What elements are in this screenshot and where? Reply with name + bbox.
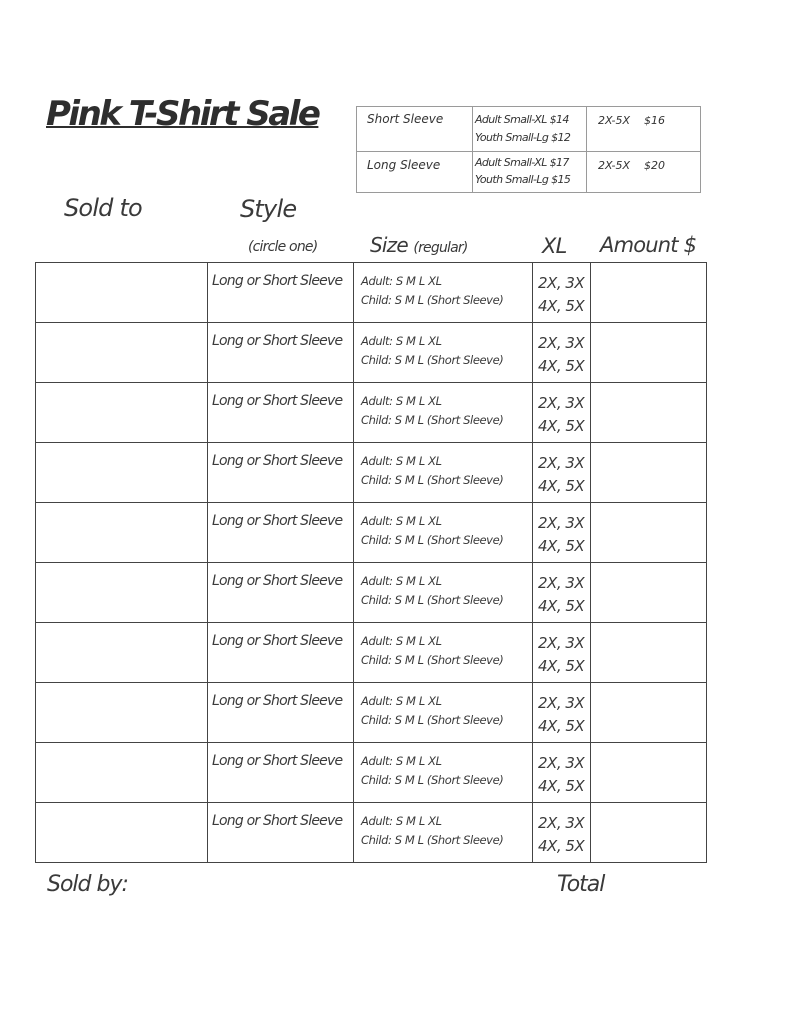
price-plus-amount: $20 <box>644 159 666 172</box>
style-options: Long or Short Sleeve <box>212 633 343 649</box>
size-cell[interactable] <box>354 803 533 863</box>
style-cell[interactable] <box>208 743 354 803</box>
xl-sizes-2: 4X, 5X <box>538 717 585 735</box>
style-options: Long or Short Sleeve <box>212 393 343 409</box>
xl-sizes-2: 4X, 5X <box>538 357 585 375</box>
size-cell[interactable] <box>354 503 533 563</box>
style-options: Long or Short Sleeve <box>212 453 343 469</box>
sold-to-cell[interactable] <box>36 323 208 383</box>
amount-cell[interactable] <box>591 503 707 563</box>
xl-sizes-1: 2X, 3X <box>538 514 585 532</box>
header-size-note: (regular) <box>413 240 468 256</box>
xl-cell[interactable] <box>533 623 591 683</box>
header-amount: Amount $ <box>600 233 697 257</box>
adult-sizes: Adult: S M L XL <box>361 814 442 828</box>
price-adult: Adult Small-XL $14 <box>475 113 569 126</box>
footer-sold-by: Sold by: <box>47 872 128 897</box>
sold-to-cell[interactable] <box>36 263 208 323</box>
header-style: Style <box>240 195 297 223</box>
child-sizes: Child: S M L (Short Sleeve) <box>361 533 504 547</box>
xl-cell[interactable] <box>533 323 591 383</box>
header-size <box>370 233 468 257</box>
table-row <box>36 623 707 683</box>
style-cell[interactable] <box>208 323 354 383</box>
header-sold-to: Sold to <box>64 194 142 222</box>
xl-cell[interactable] <box>533 743 591 803</box>
style-options: Long or Short Sleeve <box>212 753 343 769</box>
sold-to-cell[interactable] <box>36 563 208 623</box>
sold-to-cell[interactable] <box>36 743 208 803</box>
child-sizes: Child: S M L (Short Sleeve) <box>361 593 504 607</box>
style-options: Long or Short Sleeve <box>212 693 343 709</box>
price-row-short-sleeve <box>357 107 701 152</box>
xl-cell[interactable] <box>533 563 591 623</box>
price-table <box>356 106 701 193</box>
style-options: Long or Short Sleeve <box>212 513 343 529</box>
table-row <box>36 743 707 803</box>
xl-sizes-1: 2X, 3X <box>538 394 585 412</box>
xl-cell[interactable] <box>533 263 591 323</box>
style-cell[interactable] <box>208 503 354 563</box>
size-cell[interactable] <box>354 623 533 683</box>
style-cell[interactable] <box>208 803 354 863</box>
price-plus-sizes: 2X-5X <box>598 114 631 127</box>
table-row <box>36 443 707 503</box>
table-row <box>36 383 707 443</box>
amount-cell[interactable] <box>591 683 707 743</box>
page-title: Pink T-Shirt Sale <box>46 94 319 134</box>
xl-sizes-1: 2X, 3X <box>538 814 585 832</box>
xl-cell[interactable] <box>533 503 591 563</box>
adult-sizes: Adult: S M L XL <box>361 514 442 528</box>
table-row <box>36 503 707 563</box>
xl-cell[interactable] <box>533 803 591 863</box>
price-regular <box>473 152 587 193</box>
header-circle-one: (circle one) <box>248 239 318 255</box>
style-options: Long or Short Sleeve <box>212 333 343 349</box>
sold-to-cell[interactable] <box>36 503 208 563</box>
xl-sizes-1: 2X, 3X <box>538 694 585 712</box>
amount-cell[interactable] <box>591 803 707 863</box>
footer-total: Total <box>557 872 605 897</box>
child-sizes: Child: S M L (Short Sleeve) <box>361 653 504 667</box>
xl-sizes-2: 4X, 5X <box>538 777 585 795</box>
sold-to-cell[interactable] <box>36 443 208 503</box>
xl-cell[interactable] <box>533 443 591 503</box>
xl-cell[interactable] <box>533 383 591 443</box>
price-plus <box>587 107 701 152</box>
xl-sizes-1: 2X, 3X <box>538 634 585 652</box>
xl-sizes-1: 2X, 3X <box>538 274 585 292</box>
size-cell[interactable] <box>354 263 533 323</box>
adult-sizes: Adult: S M L XL <box>361 694 442 708</box>
xl-sizes-2: 4X, 5X <box>538 597 585 615</box>
sold-to-cell[interactable] <box>36 383 208 443</box>
xl-sizes-2: 4X, 5X <box>538 477 585 495</box>
price-plus-sizes: 2X-5X <box>598 159 631 172</box>
amount-cell[interactable] <box>591 323 707 383</box>
child-sizes: Child: S M L (Short Sleeve) <box>361 293 504 307</box>
xl-sizes-1: 2X, 3X <box>538 574 585 592</box>
xl-sizes-2: 4X, 5X <box>538 657 585 675</box>
sold-to-cell[interactable] <box>36 683 208 743</box>
style-options: Long or Short Sleeve <box>212 813 343 829</box>
xl-sizes-1: 2X, 3X <box>538 334 585 352</box>
table-row <box>36 263 707 323</box>
table-row <box>36 563 707 623</box>
xl-sizes-2: 4X, 5X <box>538 837 585 855</box>
size-cell[interactable] <box>354 743 533 803</box>
size-cell[interactable] <box>354 683 533 743</box>
price-plus <box>587 152 701 193</box>
sold-to-cell[interactable] <box>36 803 208 863</box>
style-cell[interactable] <box>208 263 354 323</box>
table-row <box>36 683 707 743</box>
adult-sizes: Adult: S M L XL <box>361 274 442 288</box>
table-row <box>36 803 707 863</box>
price-youth: Youth Small-Lg $12 <box>475 131 571 144</box>
price-adult: Adult Small-XL $17 <box>475 156 569 169</box>
adult-sizes: Adult: S M L XL <box>361 334 442 348</box>
price-regular <box>473 107 587 152</box>
amount-cell[interactable] <box>591 743 707 803</box>
adult-sizes: Adult: S M L XL <box>361 634 442 648</box>
price-style: Long Sleeve <box>357 152 473 193</box>
xl-sizes-1: 2X, 3X <box>538 754 585 772</box>
child-sizes: Child: S M L (Short Sleeve) <box>361 773 504 787</box>
order-form-table <box>35 262 707 863</box>
style-cell[interactable] <box>208 683 354 743</box>
amount-cell[interactable] <box>591 563 707 623</box>
size-cell[interactable] <box>354 443 533 503</box>
price-plus-amount: $16 <box>644 114 666 127</box>
child-sizes: Child: S M L (Short Sleeve) <box>361 713 504 727</box>
header-size-label: Size <box>370 233 408 257</box>
price-style: Short Sleeve <box>357 107 473 152</box>
header-xl: XL <box>542 234 567 258</box>
xl-sizes-2: 4X, 5X <box>538 417 585 435</box>
style-options: Long or Short Sleeve <box>212 273 343 289</box>
xl-cell[interactable] <box>533 683 591 743</box>
style-cell[interactable] <box>208 563 354 623</box>
child-sizes: Child: S M L (Short Sleeve) <box>361 473 504 487</box>
adult-sizes: Adult: S M L XL <box>361 574 442 588</box>
xl-sizes-2: 4X, 5X <box>538 537 585 555</box>
child-sizes: Child: S M L (Short Sleeve) <box>361 413 504 427</box>
price-row-long-sleeve <box>357 152 701 193</box>
size-cell[interactable] <box>354 323 533 383</box>
child-sizes: Child: S M L (Short Sleeve) <box>361 353 504 367</box>
size-cell[interactable] <box>354 563 533 623</box>
child-sizes: Child: S M L (Short Sleeve) <box>361 833 504 847</box>
style-cell[interactable] <box>208 383 354 443</box>
amount-cell[interactable] <box>591 443 707 503</box>
amount-cell[interactable] <box>591 263 707 323</box>
style-cell[interactable] <box>208 623 354 683</box>
size-cell[interactable] <box>354 383 533 443</box>
table-row <box>36 323 707 383</box>
xl-sizes-1: 2X, 3X <box>538 454 585 472</box>
adult-sizes: Adult: S M L XL <box>361 754 442 768</box>
amount-cell[interactable] <box>591 383 707 443</box>
sold-to-cell[interactable] <box>36 623 208 683</box>
adult-sizes: Adult: S M L XL <box>361 394 442 408</box>
style-cell[interactable] <box>208 443 354 503</box>
adult-sizes: Adult: S M L XL <box>361 454 442 468</box>
amount-cell[interactable] <box>591 623 707 683</box>
style-options: Long or Short Sleeve <box>212 573 343 589</box>
xl-sizes-2: 4X, 5X <box>538 297 585 315</box>
price-youth: Youth Small-Lg $15 <box>475 173 571 186</box>
